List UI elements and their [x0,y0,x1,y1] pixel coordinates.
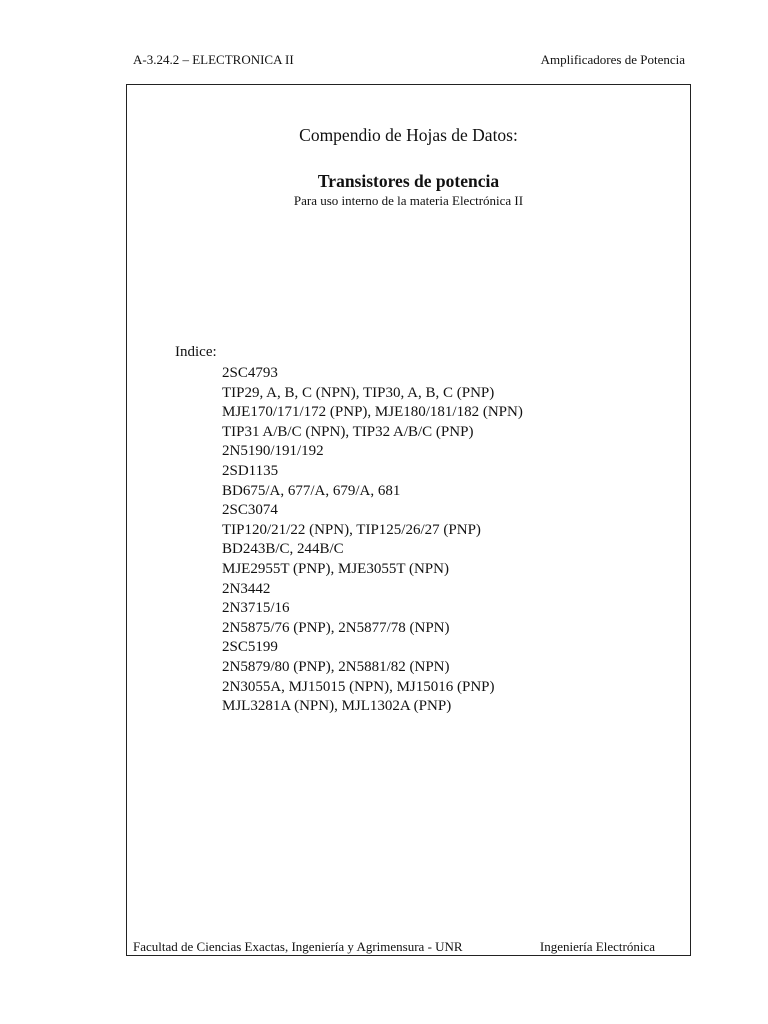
index-item: TIP120/21/22 (NPN), TIP125/26/27 (PNP) [222,521,481,538]
index-item: 2SD1135 [222,462,279,479]
index-item: 2N3055A, MJ15015 (NPN), MJ15016 (PNP) [222,678,495,695]
index-item: MJL3281A (NPN), MJL1302A (PNP) [222,698,452,715]
index-item: 2N5879/80 (PNP), 2N5881/82 (NPN) [222,658,450,675]
index-item: 2N5875/76 (PNP), 2N5877/78 (NPN) [222,619,450,636]
usage-note: Para uso interno de la materia Electrónica II [293,193,524,208]
index-item: BD243B/C, 244B/C [222,541,344,558]
index-list [222,364,523,717]
index-item: 2SC4793 [222,365,278,381]
index-item: 2N5190/191/192 [222,443,324,460]
footer-program: Ingeniería Electrónica [539,939,655,954]
cover-page-frame [126,84,691,956]
index-item: TIP29, A, B, C (NPN), TIP30, A, B, C (PNP) [222,384,495,401]
index-item: MJE170/171/172 (PNP), MJE180/181/182 (NPN) [222,404,523,421]
footer-faculty: Facultad de Ciencias Exactas, Ingeniería y Agrimensura - UNR [133,939,463,954]
index-item: MJE2955T (PNP), MJE3055T (NPN) [222,560,449,577]
index-item: TIP31 A/B/C (NPN), TIP32 A/B/C (PNP) [222,423,474,440]
header-course-code: A-3.24.2 – ELECTRONICA II [133,52,294,67]
index-heading: Indice: [175,344,217,360]
index-item: 2N3715/16 [222,600,290,617]
index-item: 2SC3074 [222,502,278,519]
index-item: 2SC5199 [222,639,278,656]
header-topic: Amplificadores de Potencia [540,52,685,67]
index-item: 2N3442 [222,580,271,597]
document-subject: Transistores de potencia [317,171,500,191]
document-title: Compendio de Hojas de Datos: [299,125,518,145]
index-item: BD675/A, 677/A, 679/A, 681 [222,482,401,499]
